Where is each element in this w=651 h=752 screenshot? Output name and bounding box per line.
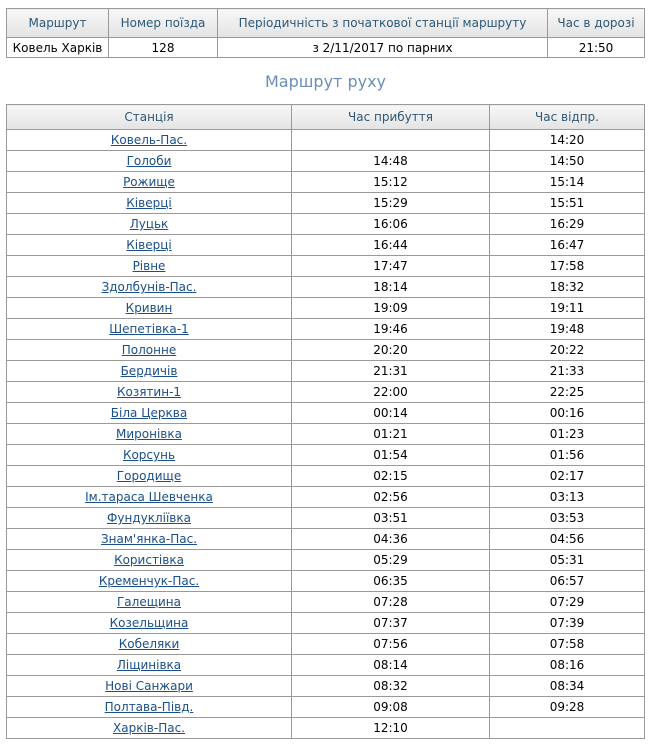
station-cell <box>7 613 292 634</box>
departure-time: 08:16 <box>490 655 645 676</box>
table-row <box>7 550 645 571</box>
station-link[interactable]: Рожище <box>123 175 175 189</box>
departure-time: 02:17 <box>490 466 645 487</box>
departure-time: 03:53 <box>490 508 645 529</box>
table-row <box>7 592 645 613</box>
station-cell <box>7 445 292 466</box>
station-cell <box>7 634 292 655</box>
station-cell <box>7 361 292 382</box>
summary-periodicity: з 2/11/2017 по парних <box>218 38 548 58</box>
departure-time: 09:28 <box>490 697 645 718</box>
station-link[interactable]: Ківерці <box>126 196 172 210</box>
station-cell <box>7 550 292 571</box>
table-row <box>7 676 645 697</box>
summary-data-row <box>7 38 645 58</box>
station-link[interactable]: Голоби <box>126 154 172 168</box>
arrival-time: 19:46 <box>292 319 490 340</box>
arrival-time: 03:51 <box>292 508 490 529</box>
arrival-time: 16:06 <box>292 214 490 235</box>
arrival-time: 12:10 <box>292 718 490 739</box>
departure-time: 21:33 <box>490 361 645 382</box>
table-row <box>7 466 645 487</box>
stations-table <box>6 104 645 739</box>
table-row <box>7 487 645 508</box>
station-cell <box>7 214 292 235</box>
departure-time: 01:23 <box>490 424 645 445</box>
arrival-time: 14:48 <box>292 151 490 172</box>
departure-time <box>490 718 645 739</box>
departure-time: 18:32 <box>490 277 645 298</box>
table-row <box>7 718 645 739</box>
station-link[interactable]: Полонне <box>121 343 177 357</box>
station-cell <box>7 277 292 298</box>
table-row <box>7 634 645 655</box>
station-cell <box>7 382 292 403</box>
table-row <box>7 403 645 424</box>
arrival-time: 15:29 <box>292 193 490 214</box>
station-link[interactable]: Корсунь <box>122 448 176 462</box>
table-row <box>7 613 645 634</box>
station-link[interactable]: Шепетівка-1 <box>109 322 189 336</box>
station-cell <box>7 403 292 424</box>
arrival-time: 00:14 <box>292 403 490 424</box>
departure-time: 06:57 <box>490 571 645 592</box>
departure-time: 08:34 <box>490 676 645 697</box>
arrival-time: 20:20 <box>292 340 490 361</box>
departure-time: 15:14 <box>490 172 645 193</box>
table-row <box>7 319 645 340</box>
table-row <box>7 697 645 718</box>
station-link[interactable]: Ківерці <box>126 238 172 252</box>
station-link[interactable]: Ліщинівка <box>116 658 182 672</box>
departure-time: 07:39 <box>490 613 645 634</box>
stations-header-station: Станція <box>7 105 292 130</box>
stations-header-row <box>7 105 645 130</box>
stations-header-departure: Час відпр. <box>490 105 645 130</box>
arrival-time: 19:09 <box>292 298 490 319</box>
departure-time: 20:22 <box>490 340 645 361</box>
station-link[interactable]: Козельщина <box>109 616 189 630</box>
summary-header-periodicity: Періодичність з початкової станції маршруту <box>218 9 548 38</box>
station-link[interactable]: Біла Церква <box>110 406 188 420</box>
departure-time: 19:48 <box>490 319 645 340</box>
arrival-time: 18:14 <box>292 277 490 298</box>
departure-time: 15:51 <box>490 193 645 214</box>
table-row <box>7 298 645 319</box>
table-row <box>7 424 645 445</box>
station-link[interactable]: Ковель-Пас. <box>110 133 188 147</box>
arrival-time: 05:29 <box>292 550 490 571</box>
departure-time: 19:11 <box>490 298 645 319</box>
departure-time: 07:58 <box>490 634 645 655</box>
station-link[interactable]: Миронівка <box>116 427 182 441</box>
station-cell <box>7 529 292 550</box>
station-cell <box>7 466 292 487</box>
station-link[interactable]: Кривин <box>125 301 173 315</box>
station-cell <box>7 256 292 277</box>
table-row <box>7 277 645 298</box>
arrival-time: 02:15 <box>292 466 490 487</box>
table-row <box>7 508 645 529</box>
table-row <box>7 655 645 676</box>
station-link[interactable]: Полтава-Півд. <box>104 700 194 714</box>
summary-header-route: Маршрут <box>7 9 109 38</box>
table-row <box>7 130 645 151</box>
station-link[interactable]: Кобеляки <box>118 637 180 651</box>
table-row <box>7 361 645 382</box>
station-cell <box>7 130 292 151</box>
station-cell <box>7 298 292 319</box>
summary-header-travel-time: Час в дорозі <box>548 9 645 38</box>
summary-header-row <box>7 9 645 38</box>
departure-time: 16:47 <box>490 235 645 256</box>
station-cell <box>7 235 292 256</box>
arrival-time: 08:32 <box>292 676 490 697</box>
station-link[interactable]: Городище <box>116 469 182 483</box>
arrival-time: 07:28 <box>292 592 490 613</box>
station-link[interactable]: Здолбунів-Пас. <box>101 280 197 294</box>
station-cell <box>7 571 292 592</box>
station-link[interactable]: Рівне <box>132 259 166 273</box>
station-cell <box>7 697 292 718</box>
departure-time: 22:25 <box>490 382 645 403</box>
station-link[interactable]: Бердичів <box>120 364 178 378</box>
train-summary-table <box>6 8 645 58</box>
arrival-time: 02:56 <box>292 487 490 508</box>
table-row <box>7 256 645 277</box>
station-cell <box>7 487 292 508</box>
arrival-time: 09:08 <box>292 697 490 718</box>
summary-route: Ковель Харків <box>7 38 109 58</box>
table-row <box>7 151 645 172</box>
arrival-time: 07:56 <box>292 634 490 655</box>
station-link[interactable]: Харків-Пас. <box>113 721 185 735</box>
departure-time: 14:20 <box>490 130 645 151</box>
station-cell <box>7 151 292 172</box>
arrival-time: 01:21 <box>292 424 490 445</box>
arrival-time: 01:54 <box>292 445 490 466</box>
station-link[interactable]: Користівка <box>114 553 184 567</box>
arrival-time: 08:14 <box>292 655 490 676</box>
station-cell <box>7 718 292 739</box>
station-link[interactable]: Кременчук-Пас. <box>98 574 200 588</box>
arrival-time: 16:44 <box>292 235 490 256</box>
departure-time: 05:31 <box>490 550 645 571</box>
departure-time: 01:56 <box>490 445 645 466</box>
station-link[interactable]: Галещина <box>116 595 182 609</box>
arrival-time: 21:31 <box>292 361 490 382</box>
arrival-time: 07:37 <box>292 613 490 634</box>
table-row <box>7 382 645 403</box>
station-cell <box>7 676 292 697</box>
summary-travel-time: 21:50 <box>548 38 645 58</box>
station-cell <box>7 655 292 676</box>
station-cell <box>7 508 292 529</box>
station-cell <box>7 424 292 445</box>
table-row <box>7 214 645 235</box>
table-row <box>7 193 645 214</box>
arrival-time: 22:00 <box>292 382 490 403</box>
route-title: Маршрут руху <box>265 72 386 91</box>
station-link[interactable]: Ім.тараса Шевченка <box>85 490 213 504</box>
station-cell <box>7 340 292 361</box>
table-row <box>7 340 645 361</box>
station-link[interactable]: Фундуклiївка <box>107 511 191 525</box>
station-cell <box>7 172 292 193</box>
arrival-time: 17:47 <box>292 256 490 277</box>
arrival-time: 15:12 <box>292 172 490 193</box>
table-row <box>7 235 645 256</box>
summary-train-number: 128 <box>109 38 218 58</box>
departure-time: 00:16 <box>490 403 645 424</box>
departure-time: 04:56 <box>490 529 645 550</box>
departure-time: 14:50 <box>490 151 645 172</box>
station-link[interactable]: Знам'янка-Пас. <box>100 532 198 546</box>
departure-time: 16:29 <box>490 214 645 235</box>
table-row <box>7 529 645 550</box>
departure-time: 17:58 <box>490 256 645 277</box>
station-link[interactable]: Луцьк <box>129 217 169 231</box>
arrival-time: 06:35 <box>292 571 490 592</box>
departure-time: 03:13 <box>490 487 645 508</box>
station-cell <box>7 193 292 214</box>
table-row <box>7 445 645 466</box>
table-row <box>7 172 645 193</box>
stations-body <box>7 130 645 739</box>
station-link[interactable]: Нові Санжари <box>105 679 193 693</box>
station-cell <box>7 592 292 613</box>
departure-time: 07:29 <box>490 592 645 613</box>
station-link[interactable]: Козятин-1 <box>116 385 182 399</box>
stations-header-arrival: Час прибуття <box>292 105 490 130</box>
station-cell <box>7 319 292 340</box>
table-row <box>7 571 645 592</box>
arrival-time <box>292 130 490 151</box>
arrival-time: 04:36 <box>292 529 490 550</box>
summary-header-train-number: Номер поїзда <box>109 9 218 38</box>
